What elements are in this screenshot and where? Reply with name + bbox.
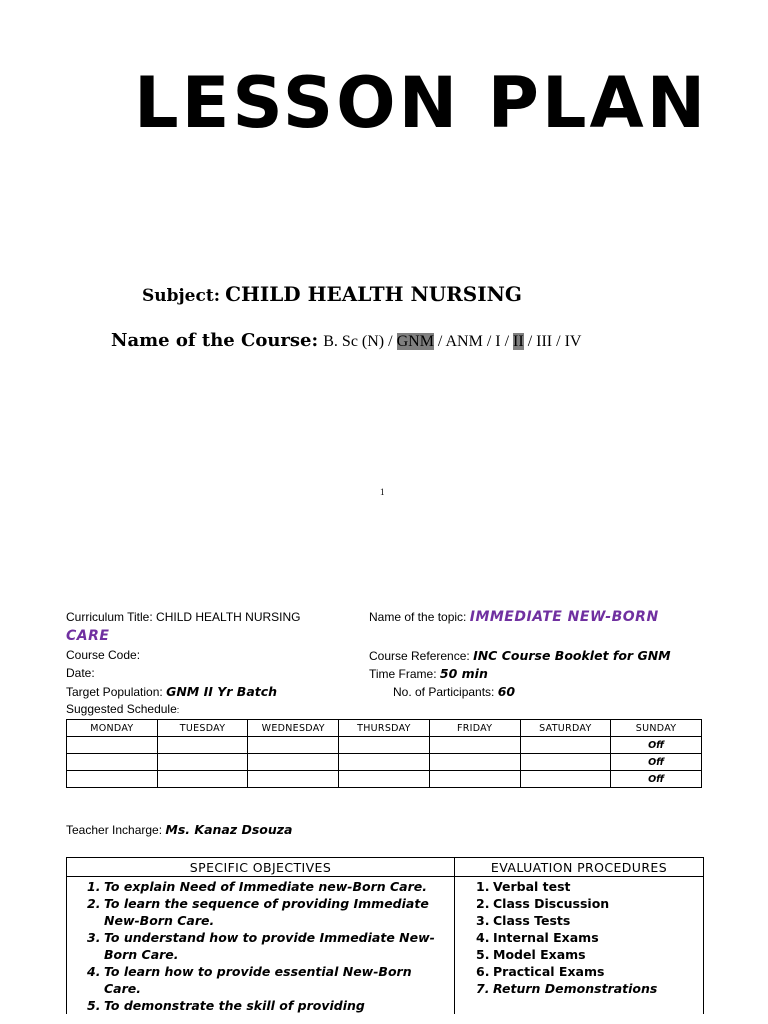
- participants-label: No. of Participants:: [393, 685, 495, 699]
- list-item: [67, 963, 454, 997]
- course-reference-label: Course Reference:: [369, 649, 470, 663]
- item-text: Return Demonstrations: [493, 981, 658, 996]
- evaluation-cell: [455, 877, 704, 1015]
- course-option-text: B. Sc (N) /: [323, 333, 397, 350]
- objectives-list: [67, 878, 454, 1014]
- schedule-cell: [67, 771, 158, 788]
- subject-label: Subject:: [142, 286, 220, 306]
- course-reference-line: [369, 648, 671, 663]
- schedule-row: [67, 737, 702, 754]
- schedule-header-row: [67, 720, 702, 737]
- item-text: Class Discussion: [493, 896, 610, 911]
- item-text: Practical Exams: [493, 964, 605, 979]
- item-number: 3.: [476, 913, 490, 928]
- course-code-label: Course Code:: [66, 648, 141, 662]
- schedule-cell: [157, 771, 248, 788]
- schedule-cell: [520, 771, 611, 788]
- list-item: [455, 878, 703, 895]
- time-frame-label: Time Frame:: [369, 667, 437, 681]
- item-text: Internal Exams: [493, 930, 599, 945]
- evaluation-column-header: EVALUATION PROCEDURES: [455, 858, 704, 877]
- schedule-label-text: Suggested Schedule: [66, 702, 177, 716]
- page-title: LESSON PLAN: [134, 62, 709, 144]
- topic-label: Name of the topic:: [369, 610, 467, 624]
- schedule-cell: [339, 754, 430, 771]
- objectives-cell: [67, 877, 455, 1015]
- course-option-text: / III / IV: [523, 333, 582, 350]
- topic-line: [369, 609, 659, 625]
- schedule-cell: [248, 737, 339, 754]
- item-number: 1.: [87, 879, 101, 894]
- participants-line: [393, 684, 515, 699]
- item-text-continued: Care.: [104, 981, 141, 996]
- schedule-cell: [429, 737, 520, 754]
- target-population-value: GNM II Yr Batch: [166, 684, 278, 699]
- list-item: [67, 997, 454, 1014]
- target-population-label: Target Population:: [66, 685, 163, 699]
- teacher-line: [66, 822, 292, 837]
- day-header: WEDNESDAY: [248, 720, 339, 737]
- item-number: 6.: [476, 964, 490, 979]
- item-text-continued: New-Born Care.: [104, 913, 215, 928]
- list-item: [455, 946, 703, 963]
- page-number: 1: [380, 487, 385, 497]
- course-option-highlighted: II: [513, 333, 524, 350]
- list-item: [455, 963, 703, 980]
- schedule-cell: [67, 737, 158, 754]
- objectives-body-row: [67, 877, 704, 1015]
- item-text: Verbal test: [493, 879, 571, 894]
- list-item: [67, 929, 454, 963]
- subject-line: [142, 282, 522, 306]
- schedule-cell-off: Off: [611, 771, 702, 788]
- item-number: 4.: [476, 930, 490, 945]
- schedule-cell: [157, 737, 248, 754]
- schedule-cell: [520, 754, 611, 771]
- day-header: MONDAY: [67, 720, 158, 737]
- item-number: 2.: [87, 896, 101, 911]
- schedule-cell-off: Off: [611, 737, 702, 754]
- schedule-cell: [248, 771, 339, 788]
- time-frame-value: 50 min: [439, 666, 488, 681]
- day-header: THURSDAY: [339, 720, 430, 737]
- date-label: Date:: [66, 666, 95, 680]
- schedule-table: [66, 719, 702, 788]
- participants-value: 60: [497, 684, 516, 699]
- teacher-label: Teacher Incharge:: [66, 823, 163, 837]
- schedule-label-colon: :: [176, 705, 180, 715]
- item-text: To explain Need of Immediate new-Born Care.: [104, 879, 427, 894]
- item-text-continued: Born Care.: [104, 947, 179, 962]
- list-item: [67, 895, 454, 929]
- schedule-row: [67, 754, 702, 771]
- item-text: To learn the sequence of providing Immediate: [104, 896, 429, 911]
- objectives-table: [66, 857, 704, 1014]
- teacher-value: Ms. Kanaz Dsouza: [165, 822, 293, 837]
- day-header: SATURDAY: [520, 720, 611, 737]
- item-number: 4.: [87, 964, 101, 979]
- schedule-cell: [429, 771, 520, 788]
- list-item: [455, 895, 703, 912]
- item-number: 1.: [476, 879, 490, 894]
- target-population-line: [66, 684, 277, 699]
- schedule-row: [67, 771, 702, 788]
- item-text: To demonstrate the skill of providing: [104, 998, 365, 1013]
- course-option-text: / ANM / I /: [433, 333, 514, 350]
- curriculum-line: [66, 610, 301, 624]
- objectives-column-header: SPECIFIC OBJECTIVES: [67, 858, 455, 877]
- course-options: [323, 333, 581, 350]
- item-text: Class Tests: [493, 913, 571, 928]
- topic-value-continued: CARE: [66, 628, 110, 644]
- schedule-cell: [339, 737, 430, 754]
- list-item: [455, 929, 703, 946]
- item-text: Model Exams: [493, 947, 586, 962]
- course-line: [111, 330, 581, 351]
- evaluation-list: [455, 878, 703, 997]
- item-number: 5.: [476, 947, 490, 962]
- course-label: Name of the Course:: [111, 330, 319, 351]
- item-text: To learn how to provide essential New-Born: [104, 964, 412, 979]
- list-item: [455, 980, 703, 997]
- schedule-cell-off: Off: [611, 754, 702, 771]
- day-header: TUESDAY: [157, 720, 248, 737]
- list-item: [455, 912, 703, 929]
- curriculum-label: Curriculum Title:: [66, 610, 153, 624]
- schedule-cell: [67, 754, 158, 771]
- item-number: 2.: [476, 896, 490, 911]
- topic-value: IMMEDIATE NEW-BORN: [469, 609, 659, 625]
- item-number: 7.: [476, 981, 490, 996]
- item-text: To understand how to provide Immediate New-: [104, 930, 435, 945]
- schedule-cell: [248, 754, 339, 771]
- time-frame-line: [369, 666, 488, 681]
- item-number: 5.: [87, 998, 101, 1013]
- subject-value: CHILD HEALTH NURSING: [225, 282, 522, 306]
- day-header: FRIDAY: [429, 720, 520, 737]
- schedule-label: [66, 702, 179, 716]
- schedule-cell: [157, 754, 248, 771]
- schedule-cell: [429, 754, 520, 771]
- schedule-cell: [339, 771, 430, 788]
- course-reference-value: INC Course Booklet for GNM: [473, 648, 671, 663]
- curriculum-value: CHILD HEALTH NURSING: [156, 610, 301, 624]
- course-option-highlighted: GNM: [396, 333, 434, 350]
- schedule-cell: [520, 737, 611, 754]
- item-number: 3.: [87, 930, 101, 945]
- list-item: [67, 878, 454, 895]
- day-header: SUNDAY: [611, 720, 702, 737]
- objectives-header-row: [67, 858, 704, 877]
